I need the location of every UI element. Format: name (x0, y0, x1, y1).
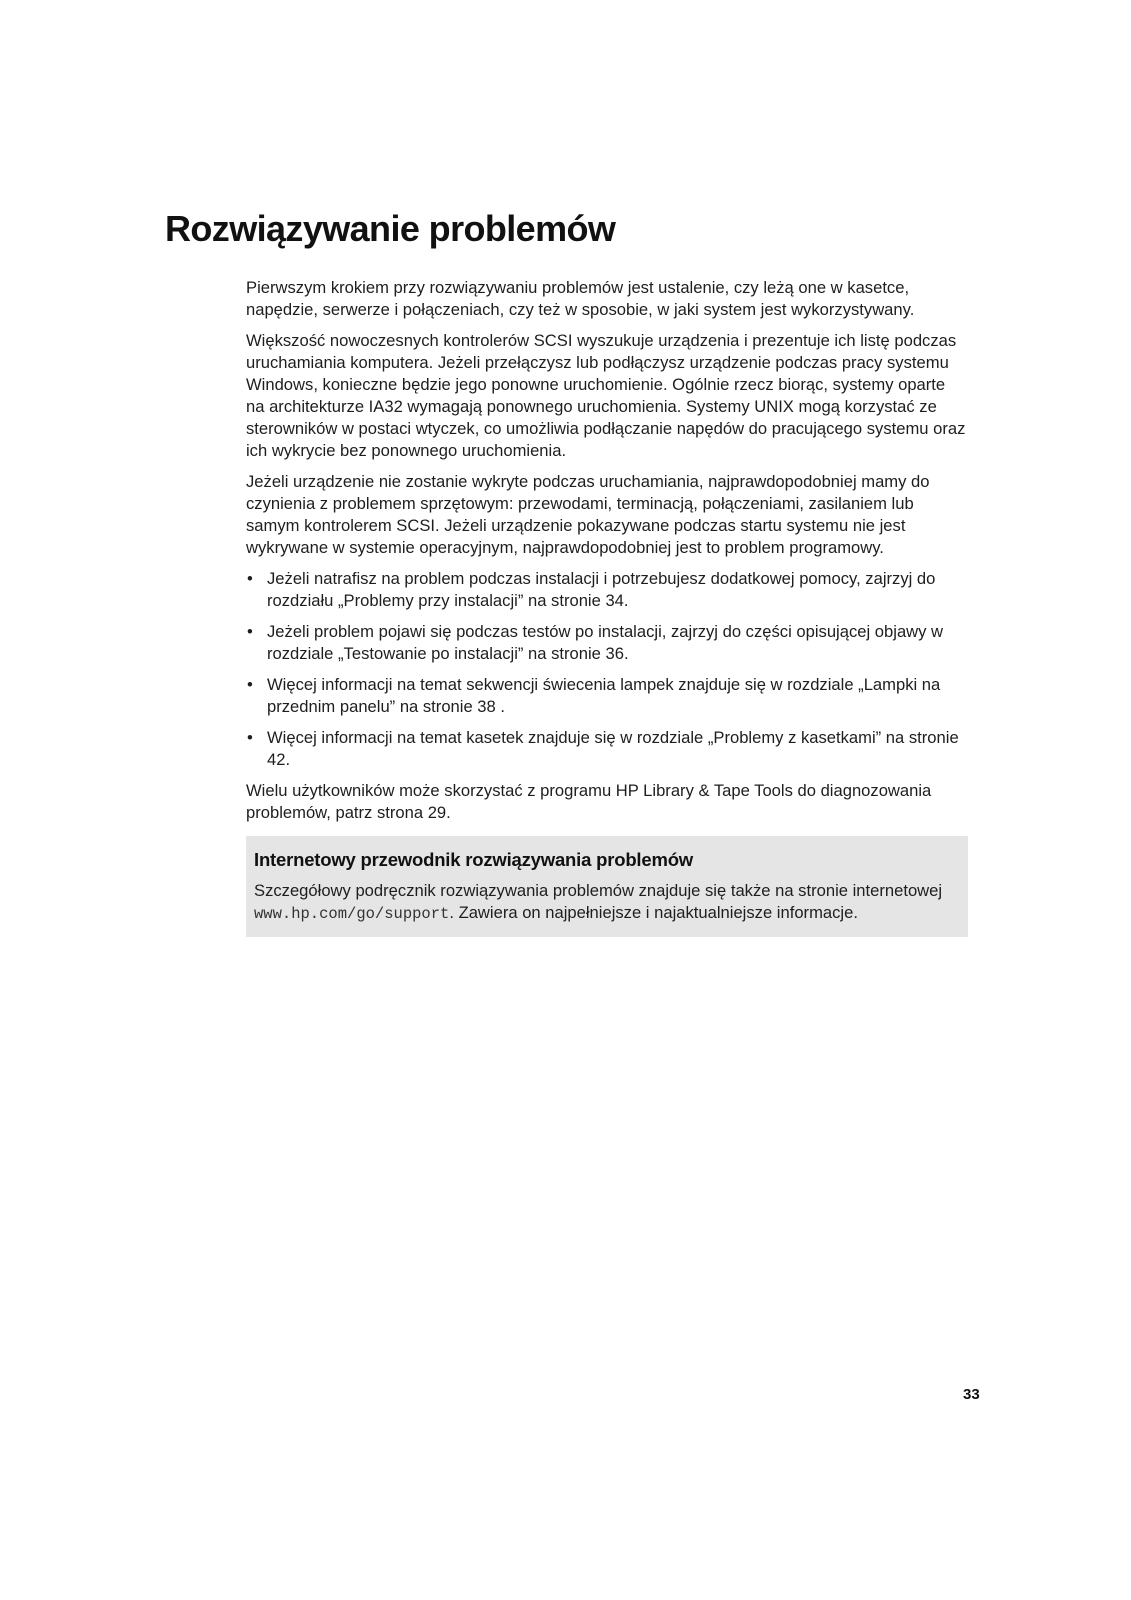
bullet-icon: • (247, 675, 253, 694)
list-item (246, 568, 968, 612)
online-guide-callout (246, 836, 968, 937)
bullet-icon: • (247, 728, 253, 747)
support-url-link[interactable]: www.hp.com/go/support (254, 905, 450, 923)
list-item-text: Więcej informacji na temat sekwencji świecenia lampek znajduje się w rozdziale „Lampki na przednim panelu” na stronie 38 . (267, 675, 941, 716)
bullet-icon: • (247, 622, 253, 641)
list-item (246, 621, 968, 665)
page-number: 33 (963, 1386, 980, 1403)
callout-text-before: Szczegółowy podręcznik rozwiązywania problemów znajduje się także na stronie internetowej (254, 881, 943, 900)
list-item (246, 727, 968, 771)
callout-title: Internetowy przewodnik rozwiązywania problemów (254, 849, 693, 870)
list-item-text: Jeżeli natrafisz na problem podczas instalacji i potrzebujesz dodatkowej pomocy, zajrzyj do rozdziału „Problemy przy instalacji” na stronie 34. (267, 569, 936, 610)
main-content (246, 277, 968, 937)
bullet-list (246, 568, 968, 771)
callout-text (254, 880, 958, 925)
paragraph-intro: Pierwszym krokiem przy rozwiązywaniu problemów jest ustalenie, czy leżą one w kasetce, napędzie, serwerze i połączeniach, czy też w sposobie, w jaki system jest wykorzystywany. (246, 278, 915, 319)
list-item (246, 674, 968, 718)
list-item-text: Więcej informacji na temat kasetek znajduje się w rozdziale „Problemy z kasetkami” na stronie 42. (267, 728, 959, 769)
paragraph-device-detection: Jeżeli urządzenie nie zostanie wykryte podczas uruchamiania, najprawdopodobniej mamy do czynienia z problemem sprzętowym: przewodami, terminacją, połączeniami, zasilaniem lub samym kontrolerem SCSI. Jeżeli urządzenie pokazywane podczas startu systemu nie jest wykrywane w systemie operacyjnym, najprawdopodobniej jest to problem programowy. (246, 472, 930, 557)
paragraph-scsi-controllers: Większość nowoczesnych kontrolerów SCSI wyszukuje urządzenia i prezentuje ich listę podczas uruchamiania komputera. Jeżeli przełączysz lub podłączysz urządzenie podczas pracy systemu Windows, konieczne będzie jego ponowne uruchomienie. Ogólnie rzecz biorąc, systemy oparte na architekturze IA32 wymagają ponownego uruchomienia. Systemy UNIX mogą korzystać ze sterowników w postaci wtyczek, co umożliwia podłączanie napędów do pracującego systemu oraz ich wykrycie bez ponownego uruchomienia. (246, 331, 966, 460)
page-title: Rozwiązywanie problemów (165, 208, 616, 249)
bullet-icon: • (247, 569, 253, 588)
paragraph-library-tape-tools: Wielu użytkowników może skorzystać z programu HP Library & Tape Tools do diagnozowania problemów, patrz strona 29. (246, 781, 932, 822)
callout-text-after: . Zawiera on najpełniejsze i najaktualniejsze informacje. (449, 903, 858, 922)
list-item-text: Jeżeli problem pojawi się podczas testów po instalacji, zajrzyj do części opisującej objawy w rozdziale „Testowanie po instalacji” na stronie 36. (267, 622, 944, 663)
